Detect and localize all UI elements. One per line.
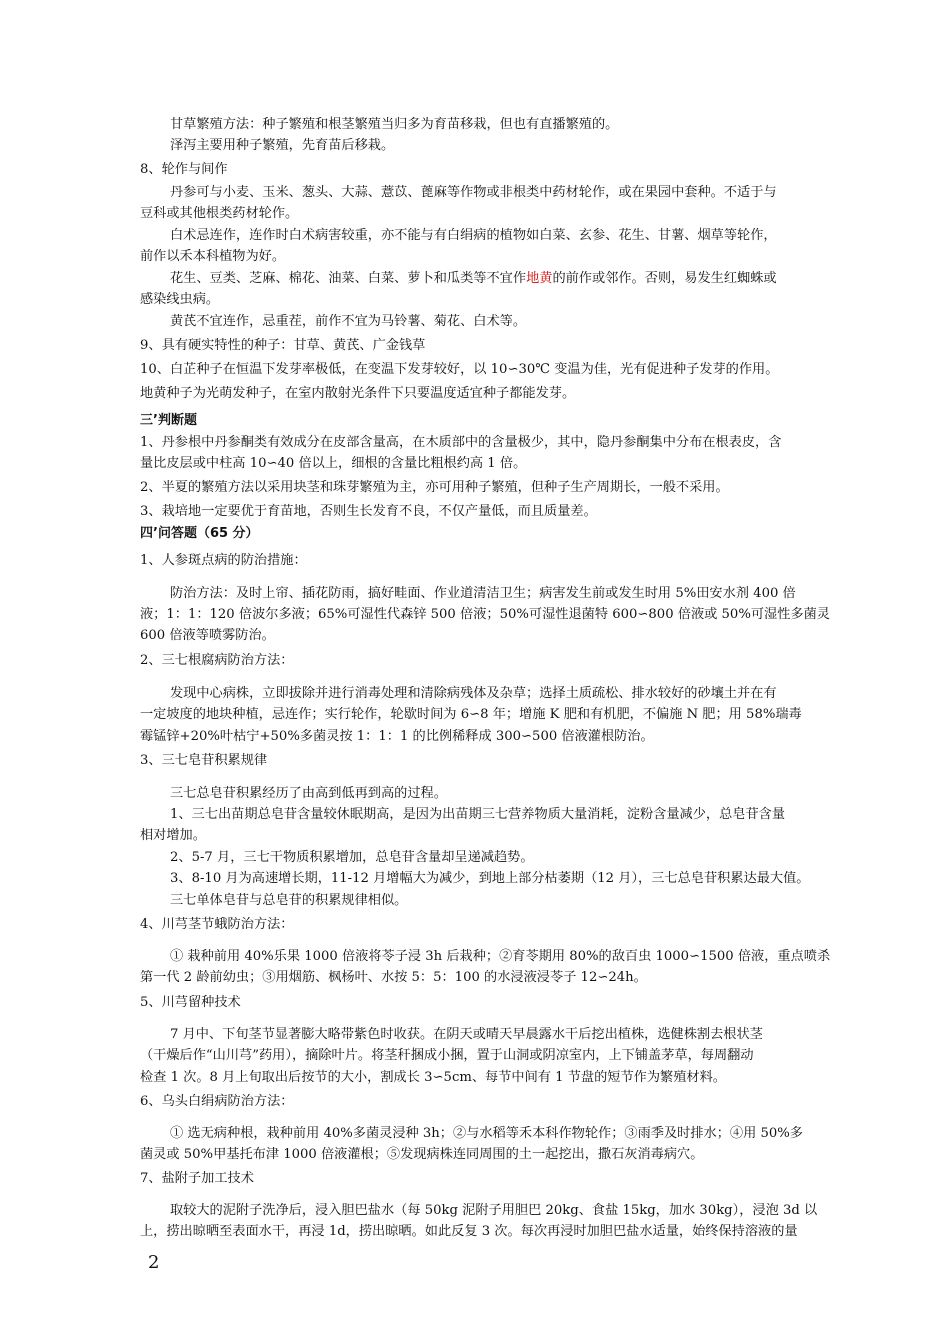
text-span: 3、三七皂苷积累规律 xyxy=(140,753,268,768)
text-line xyxy=(140,478,820,498)
text-span: 的前作或邻作。否则，易发生红蜘蛛或 xyxy=(552,271,777,286)
text-span: 前作以禾本科植物为好。 xyxy=(140,249,286,264)
text-line xyxy=(140,336,820,356)
text-span: 三’判断题 xyxy=(140,413,197,428)
text-line xyxy=(170,115,850,135)
text-span: 一定坡度的地块种植，忌连作；实行轮作，轮歇时间为 6∽8 年；增施 K 肥和有机肥，不偏施 N 肥；用 58%瑞毒 xyxy=(140,707,802,722)
text-span: 1、丹参根中丹参酮类有效成分在皮部含量高，在木质部中的含量极少，其中，隐丹参酮集中分布在根表皮，含 xyxy=(140,435,782,450)
text-line xyxy=(140,605,830,625)
text-line xyxy=(170,1124,850,1144)
text-line xyxy=(140,727,820,747)
page-number: 2 xyxy=(148,1252,160,1273)
text-span: 1、三七出苗期总皂苷含量较休眠期高，是因为出苗期三七营养物质大量消耗，淀粉含量减少，总皂苷含量 xyxy=(170,807,786,822)
text-line xyxy=(170,784,850,804)
text-span: 5、川芎留种技术 xyxy=(140,995,241,1010)
text-span: 花生、豆类、芝麻、棉花、油菜、白菜、萝卜和瓜类等不宜作 xyxy=(170,271,527,286)
text-span: 6、乌头白绢病防治方法： xyxy=(140,1094,294,1109)
text-line xyxy=(140,551,820,571)
text-span: 地黄种子为光萌发种子，在室内散射光条件下只要温度适宜种子都能发芽。 xyxy=(140,386,576,401)
text-span: 发现中心病株，立即拔除并进行消毒处理和清除病残体及杂草；选择土质疏松、排水较好的砂壤土并在有 xyxy=(170,686,777,701)
text-line xyxy=(170,1025,850,1045)
section-heading xyxy=(140,524,820,544)
text-span: 600 倍液等喷雾防治。 xyxy=(140,628,275,643)
text-span: 丹参可与小麦、玉米、葱头、大蒜、薏苡、蓖麻等作物或非根类中药材轮作，或在果园中套种。不适于与 xyxy=(170,185,777,200)
text-line xyxy=(140,1169,820,1189)
text-line xyxy=(170,269,850,289)
section-heading xyxy=(140,411,820,431)
text-span: 相对增加。 xyxy=(140,828,206,843)
text-line xyxy=(140,651,820,671)
text-line xyxy=(170,183,850,203)
text-span: 检查 1 次。8 月上旬取出后按节的大小，割成长 3∽5cm、每节中间有 1 节盘的短节作为繁殖材料。 xyxy=(140,1070,726,1085)
text-span: 1、人参斑点病的防治措施： xyxy=(140,553,307,568)
text-span: 取较大的泥附子洗净后，浸入胆巴盐水（每 50kg 泥附子用胆巴 20kg、食盐 15kg，加水 30kg），浸泡 3d 以 xyxy=(170,1203,818,1218)
text-span: 2、5-7 月，三七干物质积累增加，总皂苷含量却呈递减趋势。 xyxy=(170,850,534,865)
text-line xyxy=(170,947,850,967)
text-span: 白术忌连作，连作时白术病害较重，亦不能与有白绢病的植物如白菜、玄参、花生、甘薯、烟草等轮作， xyxy=(170,228,777,243)
text-span: 霉锰锌+20%叶枯宁+50%多菌灵按 1：1：1 的比例稀释成 300∽500 倍液灌根防治。 xyxy=(140,729,654,744)
text-line xyxy=(140,1145,820,1165)
text-line xyxy=(140,247,820,267)
text-line xyxy=(140,1068,820,1088)
text-span: （干燥后作“山川芎”药用），摘除叶片。将茎秆捆成小捆，置于山洞或阴凉室内，上下铺盖茅草，每周翻动 xyxy=(140,1048,754,1063)
text-span: 3、8-10 月为高速增长期，11-12 月增幅大为减少，到地上部分枯萎期（12 月），三七总皂苷积累达最大值。 xyxy=(170,871,810,886)
text-line xyxy=(140,204,820,224)
text-line xyxy=(140,626,820,646)
text-span: 甘草繁殖方法：种子繁殖和根茎繁殖当归多为育苗移栽，但也有直播繁殖的。 xyxy=(170,117,619,132)
text-span: 9、具有硬实特性的种子：甘草、黄芪、广金钱草 xyxy=(140,338,426,353)
text-span: 感染线虫病。 xyxy=(140,292,220,307)
text-line xyxy=(140,705,820,725)
text-line xyxy=(140,433,820,453)
text-span: 10、白芷种子在恒温下发芽率极低，在变温下发芽较好，以 10∽30℃ 变温为佳，光有促进种子发芽的作用。 xyxy=(140,362,779,377)
text-line xyxy=(140,502,820,522)
text-line xyxy=(170,312,850,332)
text-span: 7 月中、下旬茎节显著膨大略带紫色时收获。在阴天或晴天早晨露水干后挖出植株，选健株割去根状茎 xyxy=(170,1027,763,1042)
text-line xyxy=(170,584,850,604)
text-span: 第一代 2 龄前幼虫；③用烟筋、枫杨叶、水按 5：5：100 的水浸液浸苓子 12∽24h。 xyxy=(140,970,647,985)
text-line xyxy=(140,384,820,404)
text-line xyxy=(170,891,850,911)
text-span: 8、轮作与间作 xyxy=(140,162,228,177)
text-span: 液；1：1：120 倍波尔多液；65%可湿性代森锌 500 倍液；50%可湿性退菌特 600∽800 倍液或 50%可湿性多菌灵 xyxy=(140,607,830,622)
text-span: 三七总皂苷积累经历了由高到低再到高的过程。 xyxy=(170,786,447,801)
text-span: 7、盐附子加工技术 xyxy=(140,1171,254,1186)
text-line xyxy=(140,968,820,988)
text-line xyxy=(140,454,820,474)
text-line xyxy=(170,226,850,246)
text-line xyxy=(170,869,850,889)
text-span: 四’问答题（65 分） xyxy=(140,526,259,541)
text-span: 防治方法：及时上帘、插花防雨，搞好畦面、作业道清洁卫生；病害发生前或发生时用 5%田安水剂 400 倍 xyxy=(170,586,796,601)
highlighted-term: 地黄 xyxy=(526,271,553,286)
text-span: ① 栽种前用 40%乐果 1000 倍液将苓子浸 3h 后栽种；②育苓期用 80%的敌百虫 1000∽1500 倍液，重点喷杀 xyxy=(170,949,831,964)
text-line xyxy=(170,684,850,704)
text-span: 2、半夏的繁殖方法以采用块茎和珠芽繁殖为主，亦可用种子繁殖，但种子生产周期长，一般不采用。 xyxy=(140,480,729,495)
text-line xyxy=(140,1046,820,1066)
text-line xyxy=(170,1201,850,1221)
text-line xyxy=(140,915,820,935)
text-span: 4、川芎茎节蛾防治方法： xyxy=(140,917,294,932)
text-span: ① 选无病种根，栽种前用 40%多菌灵浸种 3h；②与水稻等禾本科作物轮作；③雨季及时排水；④用 50%多 xyxy=(170,1126,803,1141)
text-line xyxy=(140,290,820,310)
text-line xyxy=(140,360,820,380)
text-line xyxy=(140,993,820,1013)
text-line xyxy=(140,160,820,180)
text-line xyxy=(170,136,850,156)
text-line xyxy=(170,848,850,868)
text-line xyxy=(140,1092,820,1112)
text-span: 2、三七根腐病防治方法： xyxy=(140,653,294,668)
text-span: 菌灵或 50%甲基托布津 1000 倍液灌根；⑤发现病株连同周围的土一起挖出，撒石灰消毒病穴。 xyxy=(140,1147,704,1162)
text-span: 上，捞出晾晒至表面水干，再浸 1d，捞出晾晒。如此反复 3 次。每次再浸时加胆巴盐水适量，始终保持溶液的量 xyxy=(140,1224,798,1239)
text-span: 豆科或其他根类药材轮作。 xyxy=(140,206,299,221)
text-span: 泽泻主要用种子繁殖，先育苗后移栽。 xyxy=(170,138,395,153)
text-span: 3、栽培地一定要优于育苗地，否则生长发育不良，不仅产量低，而且质量差。 xyxy=(140,504,597,519)
text-span: 三七单体皂苷与总皂苷的积累规律相似。 xyxy=(170,893,408,908)
text-line xyxy=(140,751,820,771)
text-span: 量比皮层或中柱高 10∽40 倍以上，细根的含量比粗根约高 1 倍。 xyxy=(140,456,527,471)
text-line xyxy=(140,826,820,846)
text-line xyxy=(140,1222,820,1242)
text-span: 黄芪不宜连作，忌重茬，前作不宜为马铃薯、菊花、白术等。 xyxy=(170,314,527,329)
text-line xyxy=(170,805,850,825)
